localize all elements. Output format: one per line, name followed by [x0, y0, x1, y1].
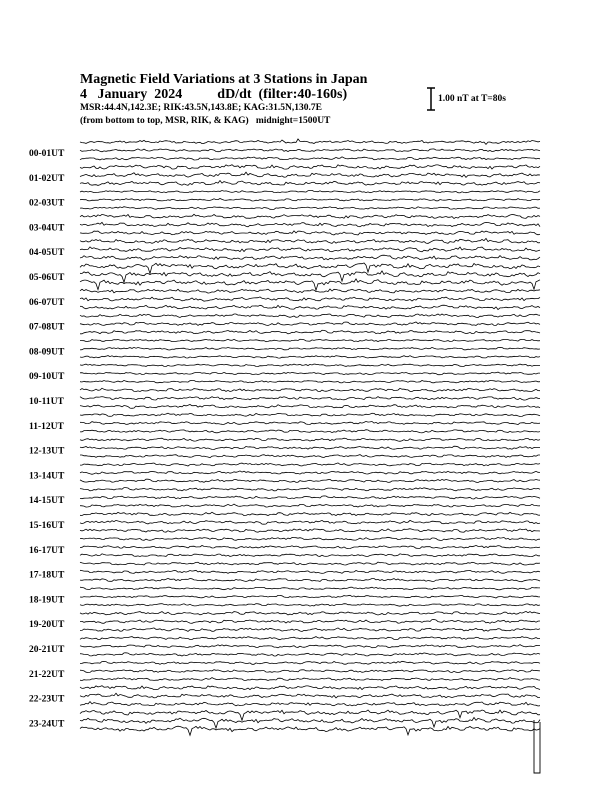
- trace-msr-13-14ut: [80, 479, 540, 482]
- trace-rik-19-20ut: [80, 620, 540, 624]
- trace-msr-05-06ut: [80, 279, 540, 290]
- end-spike: [534, 720, 540, 773]
- hour-label: 20-21UT: [29, 645, 65, 655]
- trace-rik-02-03ut: [80, 199, 540, 202]
- trace-msr-03-04ut: [80, 231, 540, 235]
- trace-kag-02-03ut: [80, 190, 540, 193]
- hour-label: 01-02UT: [29, 173, 65, 184]
- hour-label: 02-03UT: [29, 198, 65, 209]
- date-filter-line: 4 January 2024 dD/dt (filter:40-160s): [80, 87, 348, 102]
- trace-msr-12-13ut: [80, 455, 540, 458]
- trace-kag-03-04ut: [80, 214, 540, 218]
- trace-msr-00-01ut: [80, 157, 540, 160]
- trace-kag-17-18ut: [80, 562, 540, 565]
- trace-kag-13-14ut: [80, 463, 540, 466]
- trace-kag-08-09ut: [80, 339, 540, 341]
- trace-rik-08-09ut: [80, 347, 540, 350]
- trace-rik-06-07ut: [80, 297, 540, 301]
- trace-msr-11-12ut: [80, 430, 540, 433]
- chart-title: Magnetic Field Variations at 3 Stations in Japan: [80, 72, 368, 87]
- station-order-note: (from bottom to top, MSR, RIK, & KAG) midnight=1500UT: [80, 116, 331, 126]
- trace-rik-14-15ut: [80, 496, 540, 499]
- trace-msr-22-23ut: [80, 702, 540, 706]
- trace-rik-12-13ut: [80, 446, 540, 449]
- trace-kag-20-21ut: [80, 637, 540, 640]
- trace-kag-21-22ut: [80, 661, 540, 664]
- trace-rik-03-04ut: [80, 222, 540, 226]
- trace-rik-16-17ut: [80, 545, 540, 548]
- hour-label: 19-20UT: [29, 620, 65, 631]
- hour-label: 06-07UT: [29, 297, 65, 308]
- hour-label: 05-06UT: [29, 273, 65, 283]
- trace-rik-00-01ut: [80, 149, 540, 152]
- hour-label: 12-13UT: [29, 446, 65, 457]
- hour-label: 15-16UT: [29, 521, 65, 531]
- trace-msr-14-15ut: [80, 504, 540, 507]
- trace-msr-07-08ut: [80, 330, 540, 334]
- trace-rik-04-05ut: [80, 247, 540, 252]
- station-coordinates: MSR:44.4N,142.3E; RIK:43.5N,143.8E; KAG:31.5N,130.7E: [80, 103, 322, 113]
- trace-kag-06-07ut: [80, 289, 540, 293]
- trace-kag-01-02ut: [80, 165, 540, 169]
- trace-msr-19-20ut: [80, 628, 540, 632]
- trace-kag-09-10ut: [80, 364, 540, 367]
- hour-label: 11-12UT: [29, 421, 64, 432]
- trace-kag-23-24ut: [80, 710, 540, 720]
- trace-kag-04-05ut: [80, 238, 540, 243]
- trace-kag-07-08ut: [80, 314, 540, 318]
- trace-kag-15-16ut: [80, 512, 540, 515]
- hour-label: 03-04UT: [29, 223, 65, 234]
- hour-label: 18-19UT: [29, 595, 65, 606]
- trace-kag-12-13ut: [80, 438, 540, 441]
- hour-label: 14-15UT: [29, 496, 65, 507]
- trace-rik-13-14ut: [80, 471, 540, 474]
- trace-rik-11-12ut: [80, 421, 540, 424]
- trace-msr-15-16ut: [80, 529, 540, 533]
- trace-msr-06-07ut: [80, 305, 540, 309]
- trace-kag-00-01ut: [80, 139, 540, 144]
- trace-msr-17-18ut: [80, 578, 540, 581]
- hour-label: 16-17UT: [29, 545, 65, 556]
- hour-label: 00-01UT: [29, 149, 65, 159]
- trace-kag-16-17ut: [80, 537, 540, 540]
- hour-label: 23-24UT: [29, 719, 65, 730]
- hour-label: 09-10UT: [29, 372, 65, 383]
- hour-label: 22-23UT: [29, 694, 65, 705]
- trace-msr-21-22ut: [80, 678, 540, 681]
- trace-msr-08-09ut: [80, 356, 540, 359]
- hour-label: 07-08UT: [29, 322, 65, 333]
- trace-kag-14-15ut: [80, 488, 540, 491]
- trace-msr-20-21ut: [80, 653, 540, 656]
- trace-rik-22-23ut: [80, 693, 540, 698]
- trace-rik-20-21ut: [80, 645, 540, 648]
- trace-rik-01-02ut: [80, 172, 540, 177]
- trace-msr-10-11ut: [80, 405, 540, 409]
- trace-msr-04-05ut: [80, 255, 540, 260]
- trace-msr-02-03ut: [80, 207, 540, 210]
- trace-rik-18-19ut: [80, 595, 540, 598]
- trace-rik-21-22ut: [80, 670, 540, 673]
- trace-rik-09-10ut: [80, 372, 540, 375]
- trace-kag-05-06ut: [80, 263, 540, 274]
- trace-msr-01-02ut: [80, 181, 540, 186]
- trace-msr-23-24ut: [80, 726, 540, 735]
- hour-label: 17-18UT: [29, 570, 65, 581]
- trace-msr-16-17ut: [80, 554, 540, 557]
- hour-label: 08-09UT: [29, 347, 65, 358]
- trace-rik-17-18ut: [80, 570, 540, 573]
- trace-kag-10-11ut: [80, 388, 540, 392]
- trace-kag-19-20ut: [80, 611, 540, 615]
- trace-kag-11-12ut: [80, 413, 540, 416]
- hour-label: 10-11UT: [29, 397, 64, 407]
- trace-msr-18-19ut: [80, 604, 540, 607]
- trace-rik-07-08ut: [80, 322, 540, 326]
- trace-msr-09-10ut: [80, 380, 540, 383]
- hour-label: 13-14UT: [29, 471, 65, 482]
- trace-rik-10-11ut: [80, 397, 540, 401]
- trace-rik-15-16ut: [80, 520, 540, 524]
- hour-label: 04-05UT: [29, 248, 65, 259]
- trace-rik-23-24ut: [80, 718, 540, 729]
- trace-kag-22-23ut: [80, 686, 540, 690]
- scale-bar-label: 1.00 nT at T=80s: [438, 94, 506, 104]
- trace-kag-18-19ut: [80, 587, 540, 590]
- hour-label: 21-22UT: [29, 669, 65, 680]
